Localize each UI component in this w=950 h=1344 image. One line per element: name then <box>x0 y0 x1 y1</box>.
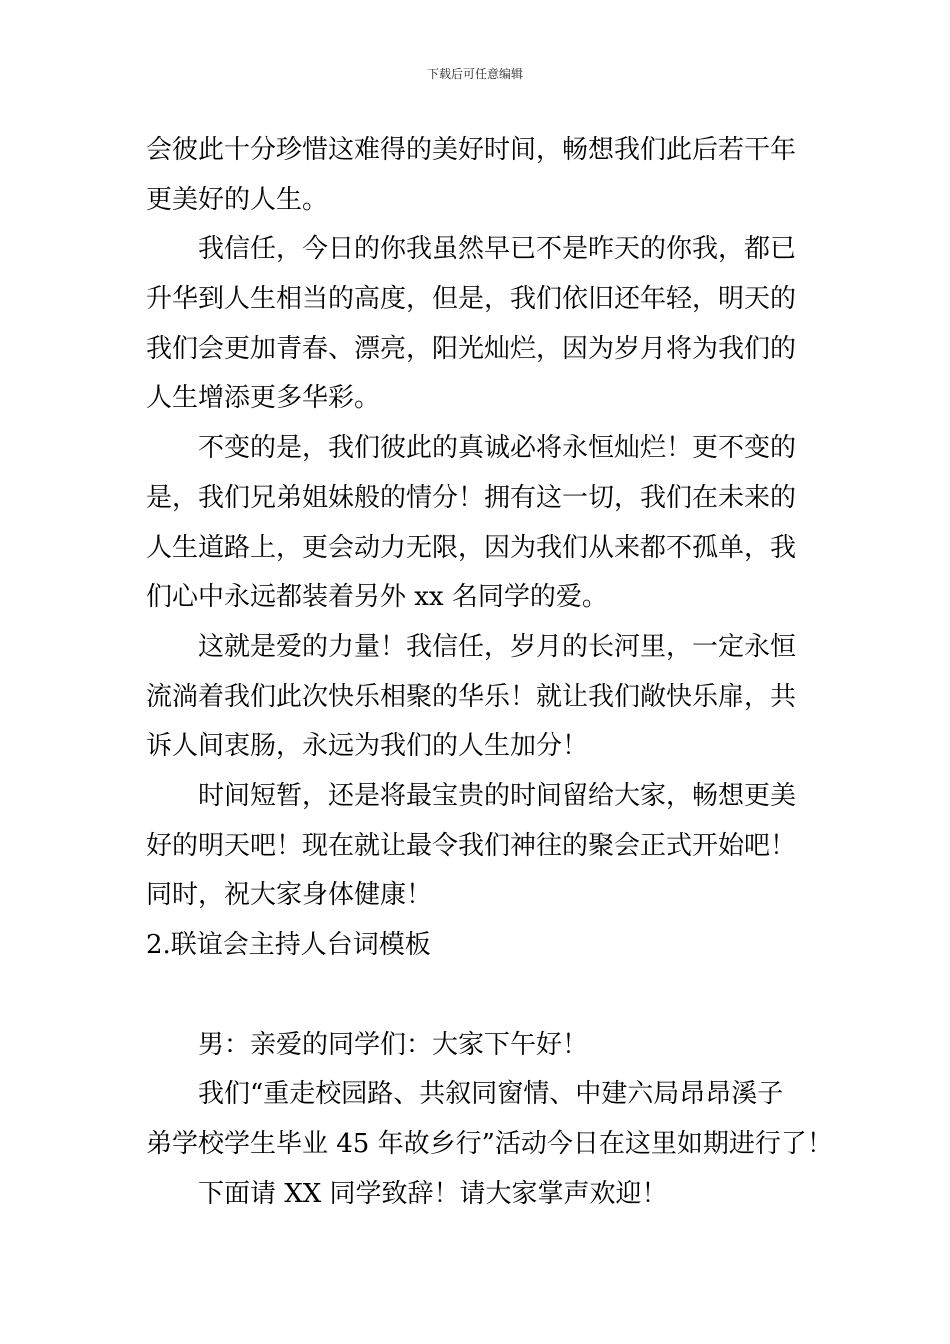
text-line-5: 我们会更加青春、漂亮，阳光灿烂，因为岁月将为我们的 <box>146 334 797 364</box>
text-line-16: 同时，祝大家身体健康！ <box>146 880 433 910</box>
text-line-13: 诉人间衷肠，永远为我们的人生加分！ <box>146 731 589 761</box>
text-line-15: 好的明天吧！现在就让最令我们神往的聚会正式开始吧！ <box>146 831 797 861</box>
text-line-6: 人生增添更多华彩。 <box>146 383 381 413</box>
text-line-20: 弟学校学生毕业 45 年故乡行”活动今日在这里如期进行了！ <box>146 1129 833 1159</box>
text-line-9: 人生道路上，更会动力无限，因为我们从来都不孤单，我 <box>146 533 797 563</box>
text-line-3: 我信任，今日的你我虽然早已不是昨天的你我，都已 <box>198 234 797 264</box>
text-line-8: 是，我们兄弟姐妹般的情分！拥有这一切，我们在未来的 <box>146 483 797 513</box>
text-line-7: 不变的是，我们彼此的真诚必将永恒灿烂！更不变的 <box>198 433 797 463</box>
text-line-11: 这就是爱的力量！我信任，岁月的长河里，一定永恒 <box>198 632 797 662</box>
text-line-21: 下面请 XX 同学致辞！请大家掌声欢迎！ <box>198 1179 668 1209</box>
page-header: 下载后可任意编辑 <box>426 67 523 81</box>
section-heading: 2.联谊会主持人台词模板 <box>146 930 431 960</box>
text-line-1: 会彼此十分珍惜这难得的美好时间，畅想我们此后若干年 <box>146 135 797 165</box>
text-line-2: 更美好的人生。 <box>146 185 329 215</box>
text-line-14: 时间短暂，还是将最宝贵的时间留给大家，畅想更美 <box>198 781 797 811</box>
text-line-19: 我们“重走校园路、共叙同窗情、中建六局昂昂溪子 <box>198 1079 784 1109</box>
text-line-12: 流淌着我们此次快乐相聚的华乐！就让我们敞快乐扉，共 <box>146 682 797 712</box>
text-line-10: 们心中永远都装着另外 xx 名同学的爱。 <box>146 582 608 612</box>
text-line-18: 男：亲爱的同学们：大家下午好！ <box>198 1030 589 1060</box>
text-line-4: 升华到人生相当的高度，但是，我们依旧还年轻，明天的 <box>146 284 797 314</box>
